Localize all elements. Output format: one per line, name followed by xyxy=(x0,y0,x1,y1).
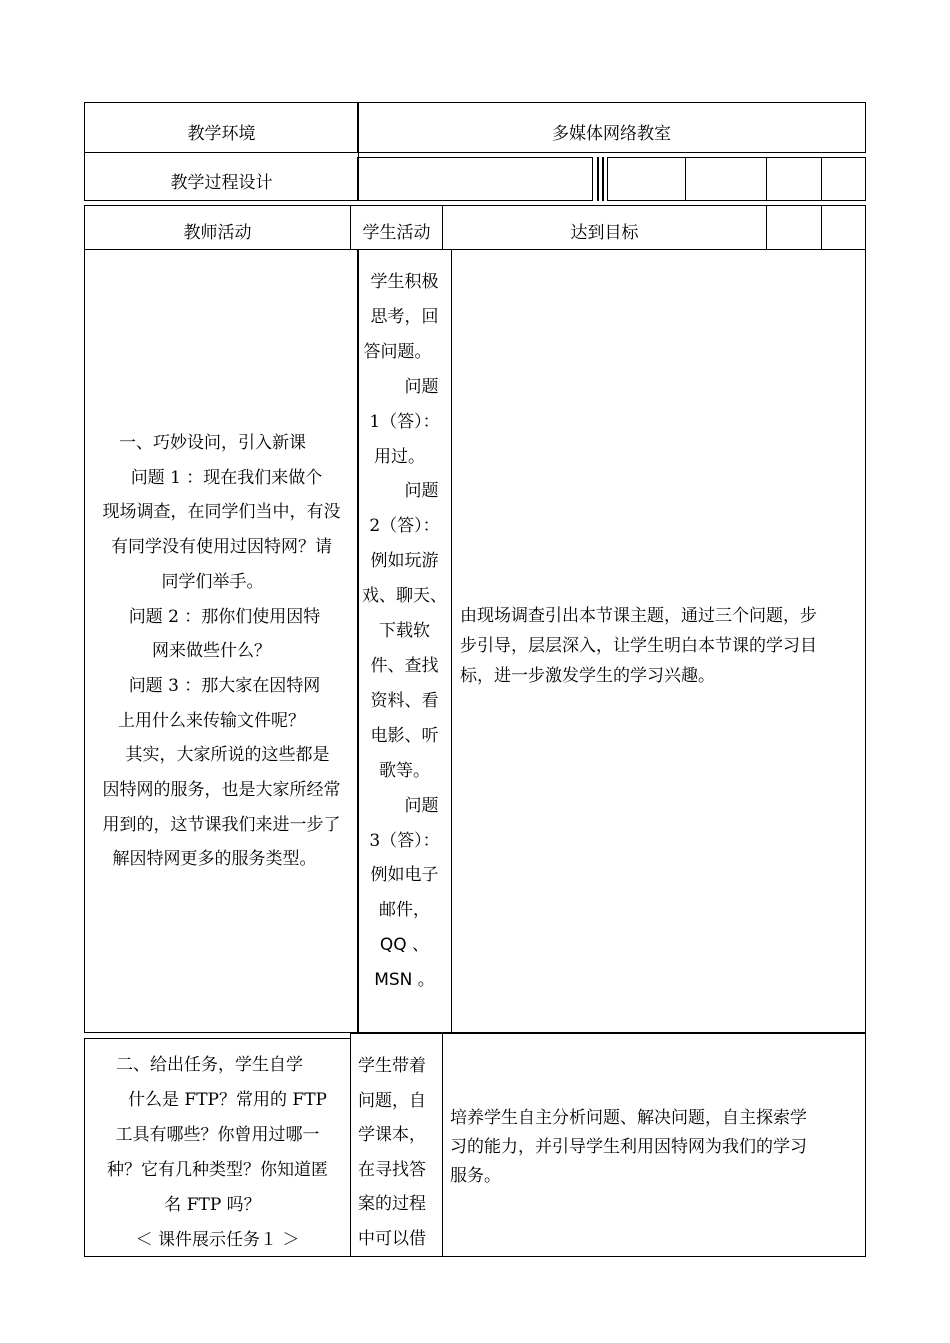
section1-teacher-line: 现场调查，在同学们当中，有没 xyxy=(102,502,341,523)
section1-student-line: 用过。 xyxy=(374,446,425,467)
triple-divider-b xyxy=(602,157,604,201)
section2-teacher-line: 名 FTP 吗？ xyxy=(164,1195,261,1215)
header-student: 学生活动 xyxy=(362,223,431,243)
section1-student-line: 邮件， xyxy=(379,900,430,921)
section1-student-line: 资料、看 xyxy=(370,690,439,711)
section2-student-line: 案的过程 xyxy=(358,1194,426,1214)
section1-student-line: 件、查找 xyxy=(370,655,439,676)
process-empty-cell-4 xyxy=(766,157,822,201)
section1-teacher-line: 问题 1 ：现在我们来做个 xyxy=(130,467,323,488)
section1-student-line: QQ 、 xyxy=(379,935,430,956)
section2-teacher-line: 工具有哪些？你曾用过哪一 xyxy=(115,1125,320,1145)
section2-goal-line: 习的能力，并引导学生利用因特网为我们的学习 xyxy=(450,1137,807,1157)
section1-teacher-line: 上用什么来传输文件呢？ xyxy=(118,710,305,731)
section1-student-line: 答问题。 xyxy=(363,341,432,362)
section1-teacher-line: 解因特网更多的服务类型。 xyxy=(112,849,317,870)
triple-divider-a xyxy=(597,157,599,201)
header-empty-cell xyxy=(766,205,822,250)
section2-teacher-cell xyxy=(84,1038,351,1257)
section1-goal-cell xyxy=(451,249,866,1033)
section1-student-line: 3（答）： xyxy=(369,830,440,851)
section1-teacher-line: 因特网的服务，也是大家所经常 xyxy=(102,780,341,801)
section1-teacher-line: 其实，大家所说的这些都是 xyxy=(125,745,330,766)
section1-student-line: 歌等。 xyxy=(379,760,430,781)
section1-student-line: 例如电子 xyxy=(370,865,439,886)
process-label: 教学过程设计 xyxy=(170,173,273,193)
process-label-cell xyxy=(84,152,359,201)
section2-student-cell xyxy=(350,1033,443,1257)
section1-student-line: 问题 xyxy=(404,481,439,502)
section2-student-line: 问题，自 xyxy=(358,1090,426,1111)
section1-student-line: 学生积极 xyxy=(370,272,439,292)
section1-student-line: 例如玩游 xyxy=(370,551,439,572)
section1-student-line: MSN 。 xyxy=(374,970,435,991)
header-teacher: 教师活动 xyxy=(183,223,252,243)
section1-teacher-line: 用到的，这节课我们来进一步了 xyxy=(102,814,341,835)
section2-teacher-text xyxy=(85,1048,350,1258)
env-value: 多媒体网络教室 xyxy=(552,124,671,144)
section1-goal-line: 步引导，层层深入，让学生明白本节课的学习目 xyxy=(460,636,817,656)
header-goal: 达到目标 xyxy=(570,223,639,243)
section2-student-text xyxy=(358,1049,426,1256)
section2-goal-line: 培养学生自主分析问题、解决问题，自主探索学 xyxy=(450,1108,807,1128)
section2-goal-line: 服务。 xyxy=(450,1166,501,1186)
section1-teacher-line: 有同学没有使用过因特网？请 xyxy=(111,537,332,558)
header-goal-cell xyxy=(442,205,767,250)
section1-student-line: 1（答）： xyxy=(369,411,440,432)
section1-goal-text xyxy=(460,601,817,691)
section1-teacher-line: 一、巧妙设问，引入新课 xyxy=(119,433,306,453)
section2-teacher-line: ＜ 课件展示任务１ ＞ xyxy=(135,1230,300,1250)
header-teacher-cell xyxy=(84,205,351,250)
section1-student-text xyxy=(358,265,451,998)
section1-student-line: 下载软 xyxy=(379,621,430,642)
section1-teacher-line: 网来做些什么？ xyxy=(152,641,271,662)
section2-student-line: 在寻找答 xyxy=(358,1159,426,1180)
header-student-cell xyxy=(350,205,443,250)
section1-teacher-text xyxy=(85,426,358,877)
section2-teacher-line: 什么是 FTP？常用的 FTP xyxy=(128,1090,327,1110)
section2-student-line: 学课本， xyxy=(358,1125,426,1145)
section1-student-line: 问题 xyxy=(404,376,439,397)
env-value-cell xyxy=(357,102,866,153)
section1-student-line: 电影、听 xyxy=(370,725,439,746)
process-empty-cell-3 xyxy=(685,157,767,201)
env-label-cell xyxy=(84,102,359,153)
section1-student-line: 问题 xyxy=(404,795,439,816)
section1-teacher-line: 同学们举手。 xyxy=(161,571,264,592)
section1-student-line: 思考，回 xyxy=(370,306,439,327)
section1-teacher-cell xyxy=(84,249,359,1033)
section1-goal-line: 标，进一步激发学生的学习兴趣。 xyxy=(460,666,715,686)
section2-student-line: 学生带着 xyxy=(358,1056,426,1076)
section1-goal-line: 由现场调查引出本节课主题，通过三个问题，步 xyxy=(460,606,817,626)
section1-student-line: 戏、聊天、 xyxy=(362,586,447,607)
section1-student-cell xyxy=(357,249,452,1033)
section2-teacher-line: 种？它有几种类型？你知道匿 xyxy=(107,1160,328,1180)
section2-teacher-line: 二、给出任务，学生自学 xyxy=(116,1055,303,1075)
section2-goal-text xyxy=(450,1104,807,1191)
env-label: 教学环境 xyxy=(187,124,256,144)
section2-student-line: 中可以借 xyxy=(358,1228,426,1249)
header-empty-cell-2 xyxy=(821,205,866,250)
section2-goal-cell xyxy=(442,1033,866,1257)
process-empty-cell xyxy=(357,157,593,201)
section1-teacher-line: 问题 3 ：那大家在因特网 xyxy=(128,675,321,696)
section1-teacher-line: 问题 2 ：那你们使用因特 xyxy=(128,606,321,627)
process-empty-cell-2 xyxy=(607,157,686,201)
process-empty-cell-5 xyxy=(821,157,866,201)
section1-student-line: 2（答）： xyxy=(369,516,440,537)
